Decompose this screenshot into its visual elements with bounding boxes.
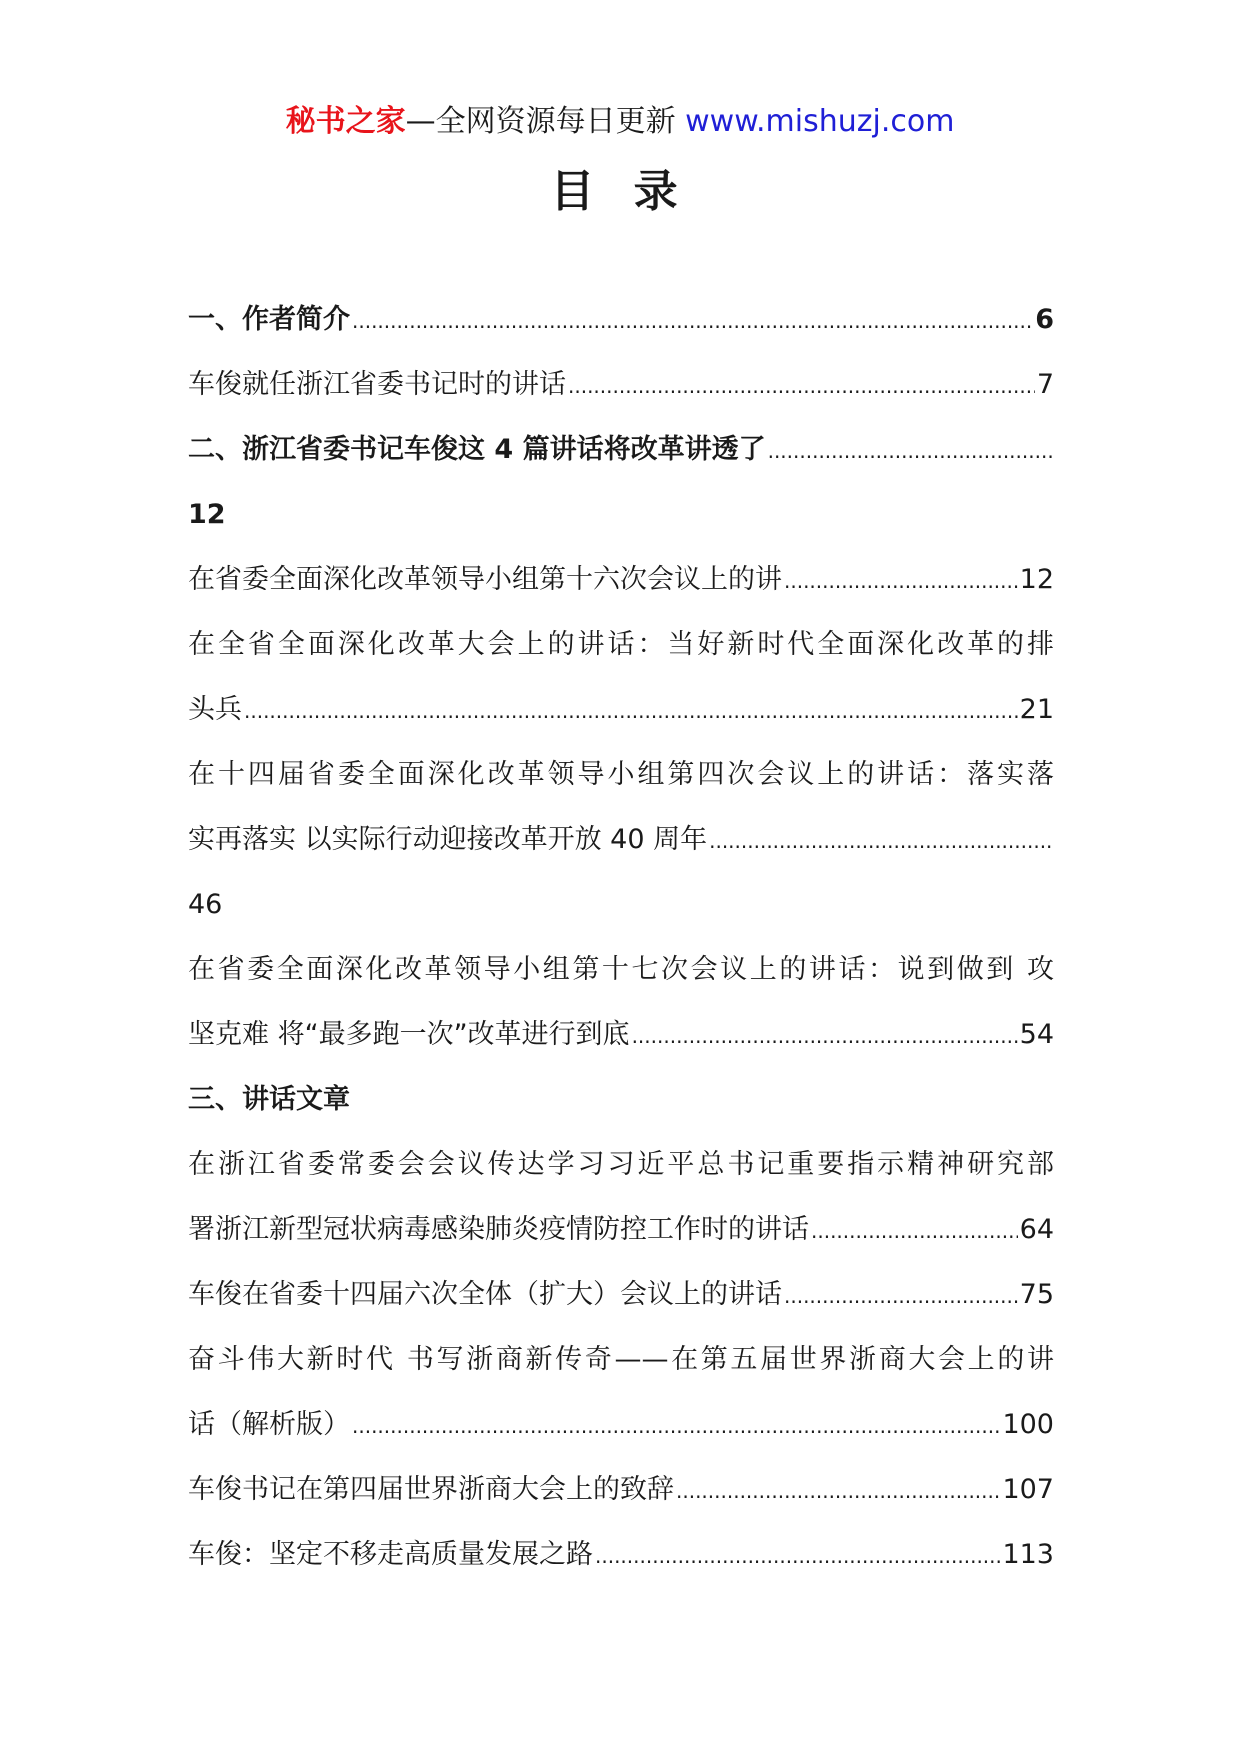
page-title: 目 录 bbox=[550, 166, 690, 217]
toc-page-number: 12 bbox=[188, 499, 226, 530]
toc-entry-title: 二、浙江省委书记车俊这 4 篇讲话将改革讲透了 bbox=[188, 434, 766, 465]
toc-entry-title: 在省委全面深化改革领导小组第十七次会议上的讲话：说到做到 攻 bbox=[188, 954, 1054, 985]
toc-page-number: 75 bbox=[1019, 1279, 1054, 1310]
toc-entry-plenary-session[interactable] bbox=[188, 1270, 1054, 1335]
toc-entry-title-cont: 头兵 bbox=[188, 694, 242, 725]
toc-entry-inaugural-speech[interactable] bbox=[188, 360, 1054, 425]
table-of-contents bbox=[188, 295, 1054, 1595]
toc-section-speech-articles[interactable] bbox=[188, 1075, 1054, 1140]
toc-leader-dots bbox=[352, 1401, 1000, 1451]
toc-leader-dots bbox=[811, 1206, 1018, 1256]
toc-page-number: 12 bbox=[1019, 564, 1054, 595]
toc-section-reform-speeches[interactable] bbox=[188, 425, 1054, 490]
toc-entry-fifth-zheshang-line2[interactable] bbox=[188, 1400, 1054, 1465]
site-header bbox=[0, 100, 1240, 144]
toc-entry-sixteenth-meeting[interactable] bbox=[188, 555, 1054, 620]
toc-entry-epidemic-line2[interactable] bbox=[188, 1205, 1054, 1270]
toc-entry-reform-conference-line1[interactable] bbox=[188, 620, 1054, 685]
toc-entry-fourth-meeting-line2[interactable] bbox=[188, 815, 1054, 880]
toc-leader-dots bbox=[244, 686, 1018, 736]
toc-entry-seventeenth-meeting-line1[interactable] bbox=[188, 945, 1054, 1010]
toc-entry-seventeenth-meeting-line2[interactable] bbox=[188, 1010, 1054, 1075]
toc-page-number: 6 bbox=[1035, 304, 1054, 335]
toc-entry-title-cont: 坚克难 将“最多跑一次”改革进行到底 bbox=[188, 1019, 630, 1050]
toc-entry-title: 车俊就任浙江省委书记时的讲话 bbox=[188, 369, 566, 400]
toc-entry-fourth-meeting-page bbox=[188, 880, 1054, 945]
toc-page-number: 64 bbox=[1019, 1214, 1054, 1245]
toc-entry-title-cont: 实再落实 以实际行动迎接改革开放 40 周年 bbox=[188, 824, 708, 855]
toc-entry-title: 一、作者简介 bbox=[188, 304, 350, 335]
toc-entry-title: 车俊在省委十四届六次全体（扩大）会议上的讲话 bbox=[188, 1279, 782, 1310]
toc-leader-dots bbox=[595, 1531, 1000, 1581]
site-brand: 秘书之家 bbox=[285, 104, 406, 139]
toc-leader-dots bbox=[352, 296, 1033, 346]
toc-page-number: 46 bbox=[188, 889, 223, 920]
site-tagline: —全网资源每日更新 bbox=[405, 104, 686, 139]
toc-entry-title: 三、讲话文章 bbox=[188, 1084, 350, 1115]
toc-leader-dots bbox=[768, 426, 1052, 476]
toc-page-number: 21 bbox=[1019, 694, 1054, 725]
toc-entry-title: 车俊：坚定不移走高质量发展之路 bbox=[188, 1539, 593, 1570]
toc-entry-title: 车俊书记在第四届世界浙商大会上的致辞 bbox=[188, 1474, 674, 1505]
toc-page-number: 54 bbox=[1019, 1019, 1054, 1050]
toc-entry-title: 在浙江省委常委会会议传达学习习近平总书记重要指示精神研究部 bbox=[188, 1149, 1054, 1180]
toc-entry-title-cont: 话（解析版） bbox=[188, 1409, 350, 1440]
site-url-link[interactable]: www.mishuzj.com bbox=[685, 104, 955, 139]
toc-leader-dots bbox=[784, 556, 1018, 606]
toc-entry-title: 在十四届省委全面深化改革领导小组第四次会议上的讲话：落实落 bbox=[188, 759, 1054, 790]
toc-entry-fifth-zheshang-line1[interactable] bbox=[188, 1335, 1054, 1400]
toc-leader-dots bbox=[632, 1011, 1018, 1061]
toc-entry-title-cont: 署浙江新型冠状病毒感染肺炎疫情防控工作时的讲话 bbox=[188, 1214, 809, 1245]
toc-entry-title: 在全省全面深化改革大会上的讲话：当好新时代全面深化改革的排 bbox=[188, 629, 1054, 660]
toc-section-reform-speeches-page bbox=[188, 490, 1054, 555]
toc-entry-high-quality-development[interactable] bbox=[188, 1530, 1054, 1595]
toc-entry-epidemic-line1[interactable] bbox=[188, 1140, 1054, 1205]
toc-entry-fourth-zheshang[interactable] bbox=[188, 1465, 1054, 1530]
toc-entry-fourth-meeting-line1[interactable] bbox=[188, 750, 1054, 815]
toc-section-author-intro[interactable] bbox=[188, 295, 1054, 360]
toc-entry-reform-conference-line2[interactable] bbox=[188, 685, 1054, 750]
toc-leader-dots bbox=[568, 361, 1035, 411]
toc-page-number: 113 bbox=[1002, 1539, 1054, 1570]
toc-leader-dots bbox=[784, 1271, 1018, 1321]
toc-leader-dots bbox=[676, 1466, 1000, 1516]
toc-entry-title: 在省委全面深化改革领导小组第十六次会议上的讲 bbox=[188, 564, 782, 595]
toc-page-number: 107 bbox=[1002, 1474, 1054, 1505]
toc-page-number: 100 bbox=[1002, 1409, 1054, 1440]
toc-leader-dots bbox=[709, 816, 1052, 866]
toc-entry-title: 奋斗伟大新时代 书写浙商新传奇——在第五届世界浙商大会上的讲 bbox=[188, 1344, 1054, 1375]
toc-page-number: 7 bbox=[1036, 369, 1054, 400]
